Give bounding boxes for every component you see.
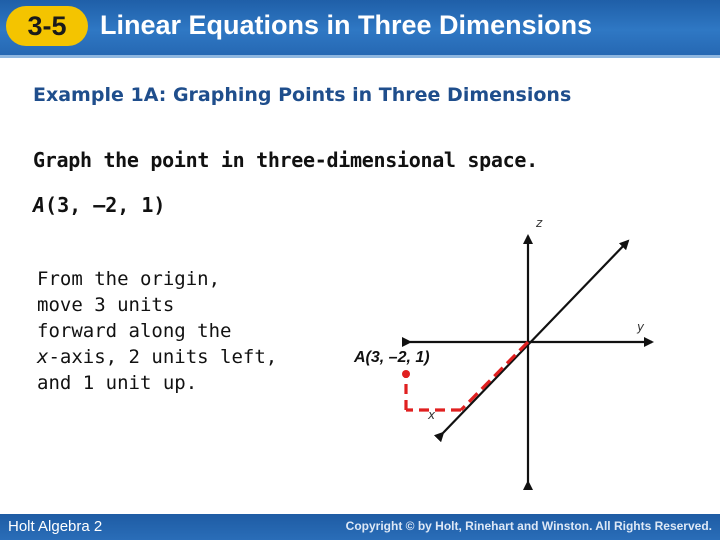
y-axis-label: y xyxy=(637,320,645,334)
explanation-line: move 3 units xyxy=(37,294,175,316)
explanation-line xyxy=(37,344,287,370)
z-axis-label: z xyxy=(536,216,543,230)
header-divider xyxy=(0,55,720,58)
footer-textbook: Holt Algebra 2 xyxy=(8,518,103,535)
explanation-line: From the origin, xyxy=(37,268,221,290)
x-axis xyxy=(443,241,628,433)
example-title: Example 1A: Graphing Points in Three Dimensions xyxy=(33,84,572,106)
path-segment-x xyxy=(461,342,528,410)
x-axis-label: x xyxy=(428,408,436,422)
point-a-label: A(3, –2, 1) xyxy=(354,349,430,366)
explanation-line: forward along the xyxy=(37,320,232,342)
point-coordinates: (3, –2, 1) xyxy=(45,193,166,217)
point-name: A xyxy=(33,193,46,217)
point-a-marker xyxy=(402,370,410,378)
explanation-text xyxy=(37,266,287,396)
x-axis-variable: x xyxy=(37,346,49,368)
footer-copyright: Copyright © by Holt, Rinehart and Winston. All Rights Reserved. xyxy=(345,519,712,533)
3d-coordinate-graph xyxy=(340,210,670,500)
problem-instruction: Graph the point in three-dimensional space. xyxy=(33,148,538,172)
explanation-line-rest: -axis, 2 units left, xyxy=(48,346,278,368)
explanation-line: and 1 unit up. xyxy=(37,372,198,394)
problem-point xyxy=(33,193,165,217)
lesson-title: Linear Equations in Three Dimensions xyxy=(100,10,593,40)
lesson-number-badge: 3-5 xyxy=(6,6,88,46)
